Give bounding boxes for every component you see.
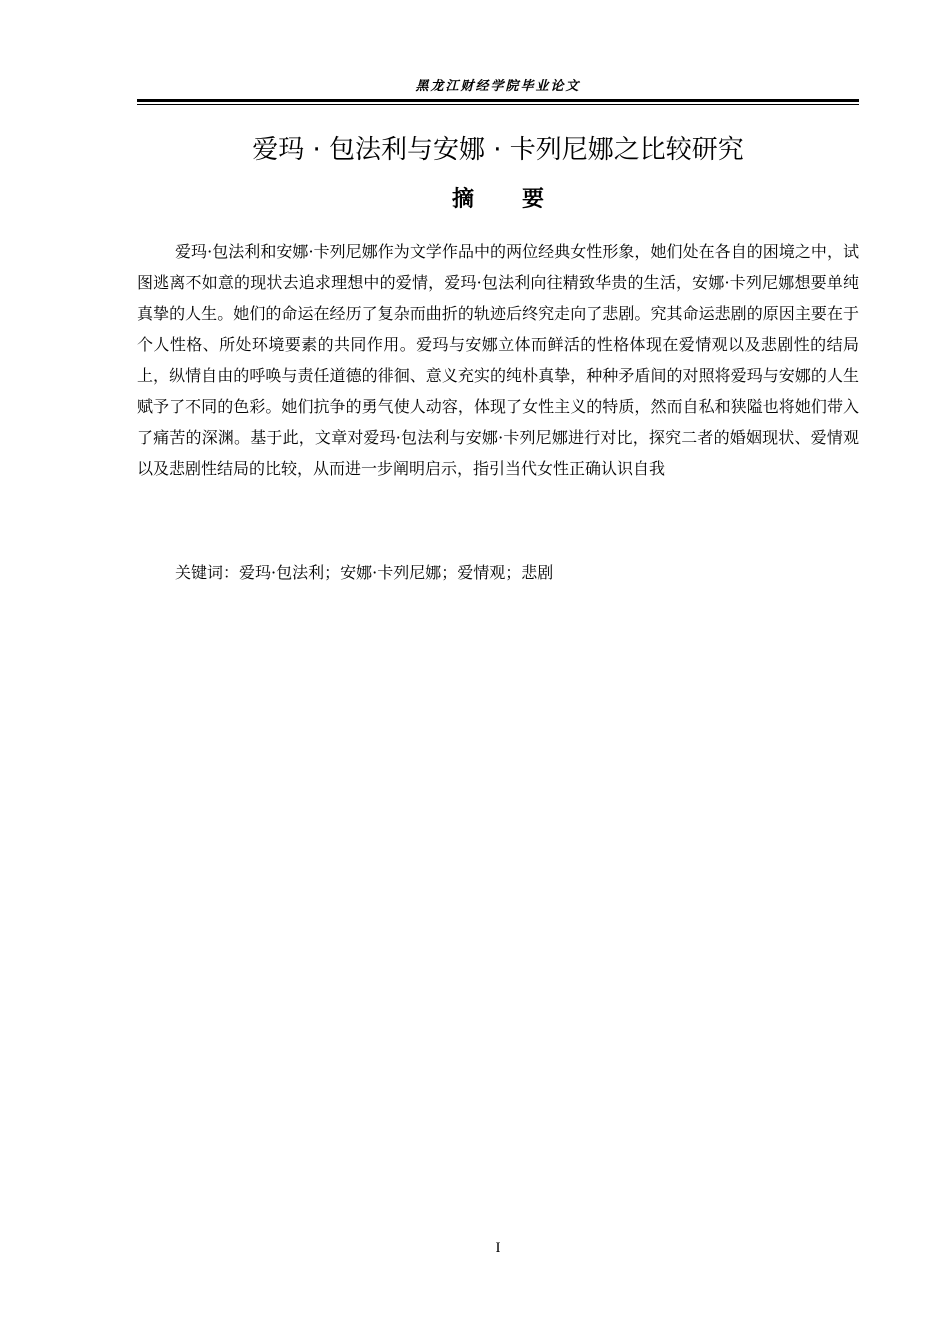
keywords-label: 关键词： [175,563,240,582]
header-rule-thick [137,99,859,102]
abstract-heading: 摘要 [451,187,592,212]
document-title: 爱玛 · 包法利与安娜 · 卡列尼娜之比较研究 [252,135,744,165]
keywords-list: 爱玛·包法利；安娜·卡列尼娜；爱情观；悲剧 [239,563,554,582]
running-header: 黑龙江财经学院毕业论文 [415,79,581,94]
abstract-body: 爱玛·包法利和安娜·卡列尼娜作为文学作品中的两位经典女性形象，她们处在各自的困境之中，试图逃离不如意的现状去追求理想中的爱情，爱玛·包法利向往精致华贵的生活，安娜·卡列尼娜想要单纯真挚的人生。她们的命运在经历了复杂而曲折的轨迹后终究走向了悲剧。究其命运悲剧的原因主要在于个人性格、所处环境要素的共同作用。爱玛与安娜立体而鲜活的性格体现在爱情观以及悲剧性的结局上，纵情自由的呼唤与责任道德的徘徊、意义充实的纯朴真挚，种种矛盾间的对照将爱玛与安娜的人生赋予了不同的色彩。她们抗争的勇气使人动容，体现了女性主义的特质，然而自私和狭隘也将她们带入了痛苦的深渊。基于此，文章对爱玛·包法利与安娜·卡列尼娜进行对比，探究二者的婚姻现状、爱情观以及悲剧性结局的比较，从而进一步阐明启示，指引当代女性正确认识自我 [137,242,859,478]
header-rule-thin [137,104,859,105]
page-number: I [495,1240,501,1256]
keywords-line [175,560,859,586]
